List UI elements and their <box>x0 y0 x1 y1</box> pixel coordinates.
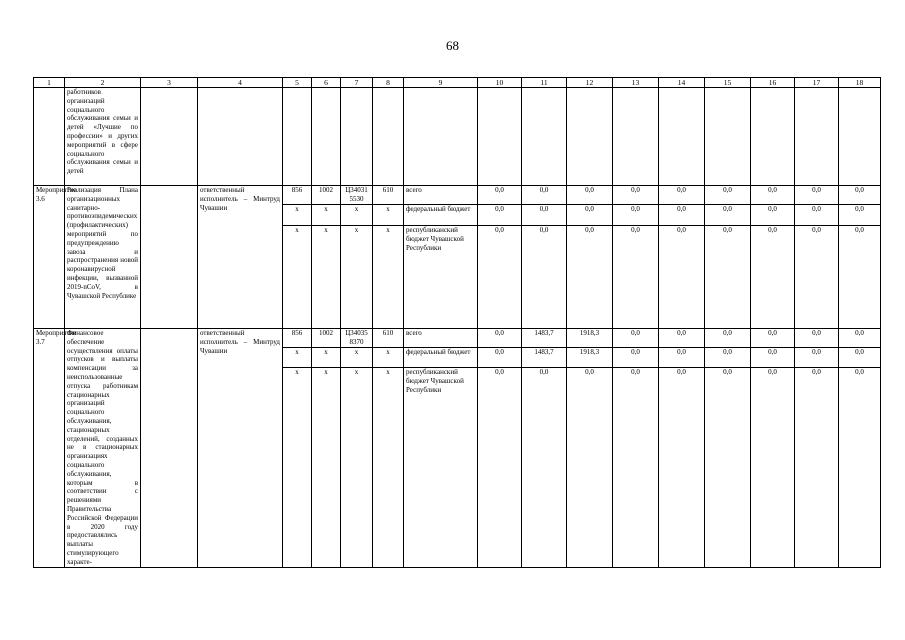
value-cell: 0,0 <box>659 368 705 568</box>
grbs-code: х <box>283 226 312 329</box>
value-cell: 0,0 <box>751 368 795 568</box>
section-code: х <box>312 368 341 568</box>
m37-description: Финансовое обеспечение осуществления оплаты отпусков и выплаты компенсации за неиспользованные отпуска работникам стационарных организаций социального обслуживания, стационарных отделений, созданных не в стационарных организациях социального обслуживания, которым в соответствии с решениями Правительства Российской Федерации в 2020 году предоставлялись выплаты стимулирующего характе- <box>65 329 141 568</box>
m36-row-total <box>34 186 881 205</box>
section-code: 1002 <box>312 186 341 205</box>
target-article: х <box>341 226 373 329</box>
continuation-text: работников организаций социального обслуживания семьи и детей «Лучшие по профессии» и других мероприятий в сфере социального обслуживания семьи и детей <box>65 88 141 186</box>
value-cell: 0,0 <box>567 226 613 329</box>
value-cell: 0,0 <box>795 205 839 226</box>
value-cell: 0,0 <box>478 368 522 568</box>
header-cell: 3 <box>141 78 198 88</box>
header-row <box>34 78 881 88</box>
target-article: х <box>341 348 373 368</box>
header-cell: 15 <box>705 78 751 88</box>
grbs-code: 856 <box>283 329 312 348</box>
header-cell: 5 <box>283 78 312 88</box>
expense-type: х <box>373 368 404 568</box>
value-cell: 0,0 <box>705 368 751 568</box>
value-cell: 0,0 <box>705 226 751 329</box>
value-cell: 0,0 <box>478 329 522 348</box>
value-cell: 0,0 <box>839 348 881 368</box>
funding-source: республиканский бюджет Чувашской Республики <box>404 226 478 329</box>
value-cell: 0,0 <box>613 186 659 205</box>
header-cell: 7 <box>341 78 373 88</box>
value-cell: 0,0 <box>478 186 522 205</box>
value-cell: 0,0 <box>567 186 613 205</box>
page-number: 68 <box>446 38 459 53</box>
grbs-code: х <box>283 368 312 568</box>
expense-type: 610 <box>373 329 404 348</box>
header-cell: 11 <box>522 78 567 88</box>
expense-type: х <box>373 348 404 368</box>
value-cell: 0,0 <box>478 348 522 368</box>
header-cell: 6 <box>312 78 341 88</box>
header-cell: 1 <box>34 78 65 88</box>
funding-source: федеральный бюджет <box>404 205 478 226</box>
value-cell: 0,0 <box>659 348 705 368</box>
value-cell: 0,0 <box>567 205 613 226</box>
m37-label: Мероприятие 3.7 <box>34 329 65 568</box>
target-article: Ц34035 8370 <box>341 329 373 348</box>
value-cell: 1918,3 <box>567 329 613 348</box>
m37-executor: ответственный исполнитель – Минтруд Чувашии <box>198 329 283 568</box>
value-cell: 0,0 <box>659 186 705 205</box>
value-cell: 0,0 <box>659 226 705 329</box>
section-code: х <box>312 226 341 329</box>
value-cell: 0,0 <box>613 329 659 348</box>
value-cell: 0,0 <box>751 226 795 329</box>
value-cell: 0,0 <box>522 205 567 226</box>
header-cell: 9 <box>404 78 478 88</box>
value-cell: 0,0 <box>522 368 567 568</box>
value-cell: 0,0 <box>795 329 839 348</box>
value-cell: 0,0 <box>795 226 839 329</box>
header-cell: 17 <box>795 78 839 88</box>
continuation-row <box>34 88 881 186</box>
value-cell: 0,0 <box>705 186 751 205</box>
target-article: х <box>341 205 373 226</box>
value-cell: 0,0 <box>659 205 705 226</box>
header-cell: 8 <box>373 78 404 88</box>
funding-source: всего <box>404 329 478 348</box>
header-cell: 2 <box>65 78 141 88</box>
funding-source: республиканский бюджет Чувашской Республики <box>404 368 478 568</box>
target-article: Ц34031 5530 <box>341 186 373 205</box>
value-cell: 0,0 <box>659 329 705 348</box>
value-cell: 1483,7 <box>522 348 567 368</box>
value-cell: 0,0 <box>613 348 659 368</box>
value-cell: 0,0 <box>705 348 751 368</box>
expense-type: х <box>373 226 404 329</box>
header-cell: 12 <box>567 78 613 88</box>
value-cell: 0,0 <box>613 226 659 329</box>
value-cell: 0,0 <box>522 186 567 205</box>
value-cell: 0,0 <box>751 186 795 205</box>
grbs-code: х <box>283 348 312 368</box>
value-cell: 0,0 <box>751 205 795 226</box>
header-cell: 13 <box>613 78 659 88</box>
value-cell: 1483,7 <box>522 329 567 348</box>
value-cell: 0,0 <box>705 329 751 348</box>
value-cell: 0,0 <box>613 205 659 226</box>
grbs-code: 856 <box>283 186 312 205</box>
value-cell: 0,0 <box>795 368 839 568</box>
value-cell: 0,0 <box>839 226 881 329</box>
value-cell: 0,0 <box>839 368 881 568</box>
m36-description: Реализация Плана организационных санитарно-противоэпидемических (профилактических) мероприятий по предупреждению завоза и распространения новой коронавирусной инфекции, вызванной 2019-nCoV, в Чувашской Республике <box>65 186 141 329</box>
funding-source: федеральный бюджет <box>404 348 478 368</box>
header-cell: 4 <box>198 78 283 88</box>
value-cell: 0,0 <box>567 368 613 568</box>
value-cell: 0,0 <box>522 226 567 329</box>
section-code: х <box>312 348 341 368</box>
target-article: х <box>341 368 373 568</box>
value-cell: 0,0 <box>613 368 659 568</box>
section-code: 1002 <box>312 329 341 348</box>
value-cell: 0,0 <box>839 329 881 348</box>
grbs-code: х <box>283 205 312 226</box>
funding-source: всего <box>404 186 478 205</box>
m36-executor: ответственный исполнитель – Минтруд Чувашии <box>198 186 283 329</box>
m36-label: Мероприятие 3.6 <box>34 186 65 329</box>
header-cell: 10 <box>478 78 522 88</box>
value-cell: 0,0 <box>751 329 795 348</box>
expense-type: 610 <box>373 186 404 205</box>
value-cell: 1918,3 <box>567 348 613 368</box>
value-cell: 0,0 <box>839 205 881 226</box>
value-cell: 0,0 <box>751 348 795 368</box>
header-cell: 14 <box>659 78 705 88</box>
section-code: х <box>312 205 341 226</box>
value-cell: 0,0 <box>795 348 839 368</box>
header-cell: 16 <box>751 78 795 88</box>
value-cell: 0,0 <box>478 205 522 226</box>
value-cell: 0,0 <box>839 186 881 205</box>
program-table <box>33 77 881 568</box>
value-cell: 0,0 <box>795 186 839 205</box>
value-cell: 0,0 <box>478 226 522 329</box>
expense-type: х <box>373 205 404 226</box>
value-cell: 0,0 <box>705 205 751 226</box>
header-cell: 18 <box>839 78 881 88</box>
m37-row-total <box>34 329 881 348</box>
